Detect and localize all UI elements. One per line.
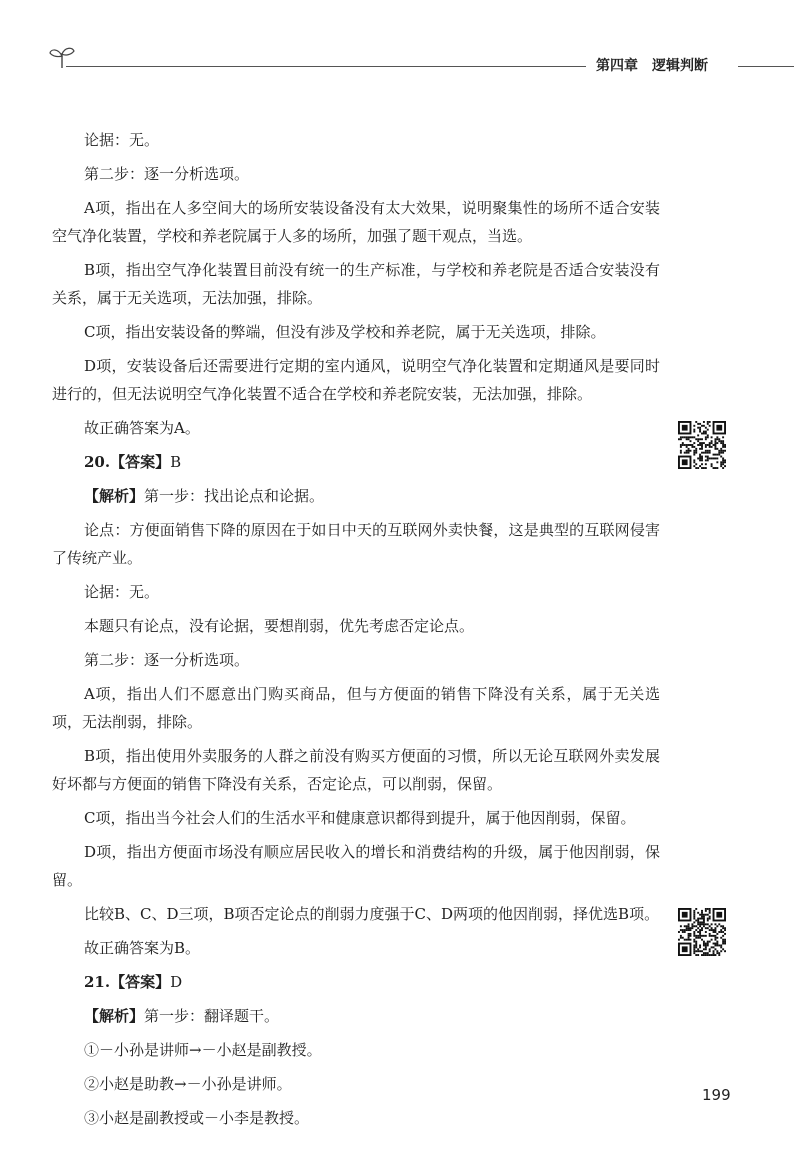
paragraph (52, 742, 660, 798)
paragraph-text: 论据：无。 (84, 131, 160, 149)
paragraph-text: D项，安装设备后还需要进行定期的室内通风，说明空气净化装置和定期通风是要同时进行的，但无法说明空气净化装置不适合在学校和养老院安装，无法加强，排除。 (52, 357, 660, 403)
paragraph (52, 516, 660, 572)
paragraph-text: A项，指出在人多空间大的场所安装设备没有太大效果，说明聚集性的场所不适合安装空气净化装置，学校和养老院属于人多的场所，加强了题干观点，当选。 (52, 199, 660, 245)
paragraph (52, 1070, 660, 1098)
paragraph (52, 194, 660, 250)
header-rule-right (738, 66, 794, 67)
paragraph (52, 1002, 660, 1030)
paragraph-text: 第一步：找出论点和论据。 (144, 487, 325, 505)
answer-tag: 【解析】 (84, 487, 145, 505)
paragraph-text: ①－小孙是讲师→－小赵是副教授。 (84, 1041, 322, 1059)
paragraph-text: 比较B、C、D三项，B项否定论点的削弱力度强于C、D两项的他因削弱，择优选B项。 (84, 905, 660, 923)
paragraph-text: C项，指出当今社会人们的生活水平和健康意识都得到提升，属于他因削弱，保留。 (84, 809, 636, 827)
paragraph-text: C项，指出安装设备的弊端，但没有涉及学校和养老院，属于无关选项，排除。 (84, 323, 606, 341)
paragraph (52, 968, 660, 996)
paragraph (52, 804, 660, 832)
paragraph-text: ③小赵是副教授或－小李是教授。 (84, 1109, 310, 1127)
paragraph-text: A项，指出人们不愿意出门购买商品，但与方便面的销售下降没有关系，属于无关选项，无法削弱，排除。 (52, 685, 660, 731)
paragraph-text: 第二步：逐一分析选项。 (84, 165, 250, 183)
paragraph-text: 故正确答案为B。 (84, 939, 201, 957)
paragraph (52, 934, 660, 962)
paragraph-text: B (170, 453, 182, 471)
paragraph-text: 论据：无。 (84, 583, 160, 601)
paragraph (52, 414, 660, 442)
page-number: 199 (702, 1086, 731, 1104)
paragraph-text: 本题只有论点，没有论据，要想削弱，优先考虑否定论点。 (84, 617, 475, 635)
paragraph (52, 578, 660, 606)
paragraph (52, 126, 660, 154)
paragraph (52, 646, 660, 674)
paragraph (52, 1036, 660, 1064)
paragraph-text: 第二步：逐一分析选项。 (84, 651, 250, 669)
chapter-title: 逻辑判断 (652, 58, 708, 74)
paragraph-text: D (170, 973, 183, 991)
paragraph (52, 612, 660, 640)
body-text (52, 126, 660, 1138)
qr-code-icon (678, 908, 726, 956)
paragraph-text: 论点：方便面销售下降的原因在于如日中天的互联网外卖快餐，这是典型的互联网侵害了传统产业。 (52, 521, 660, 567)
paragraph (52, 318, 660, 346)
paragraph (52, 352, 660, 408)
header-rule (66, 66, 586, 67)
paragraph-text: 故正确答案为A。 (84, 419, 200, 437)
paragraph-text: B项，指出空气净化装置目前没有统一的生产标准，与学校和养老院是否适合安装没有关系，属于无关选项，无法加强，排除。 (52, 261, 660, 307)
paragraph-text: ②小赵是助教→－小孙是讲师。 (84, 1075, 292, 1093)
chapter-label: 第四章 (596, 58, 638, 74)
paragraph (52, 838, 660, 894)
paragraph-text: D项，指出方便面市场没有顺应居民收入的增长和消费结构的升级，属于他因削弱，保留。 (52, 843, 660, 889)
paragraph (52, 680, 660, 736)
paragraph (52, 482, 660, 510)
paragraph (52, 160, 660, 188)
paragraph-text: B项，指出使用外卖服务的人群之前没有购买方便面的习惯，所以无论互联网外卖发展好坏都与方便面的销售下降没有关系，否定论点，可以削弱，保留。 (52, 747, 660, 793)
paragraph-text: 第一步：翻译题干。 (144, 1007, 280, 1025)
paragraph (52, 256, 660, 312)
qr-code-icon (678, 421, 726, 469)
paragraph (52, 900, 660, 928)
answer-tag: 20.【答案】 (84, 453, 171, 471)
paragraph (52, 1104, 660, 1132)
running-header (596, 55, 708, 75)
answer-tag: 【解析】 (84, 1007, 145, 1025)
answer-tag: 21.【答案】 (84, 973, 171, 991)
paragraph (52, 448, 660, 476)
